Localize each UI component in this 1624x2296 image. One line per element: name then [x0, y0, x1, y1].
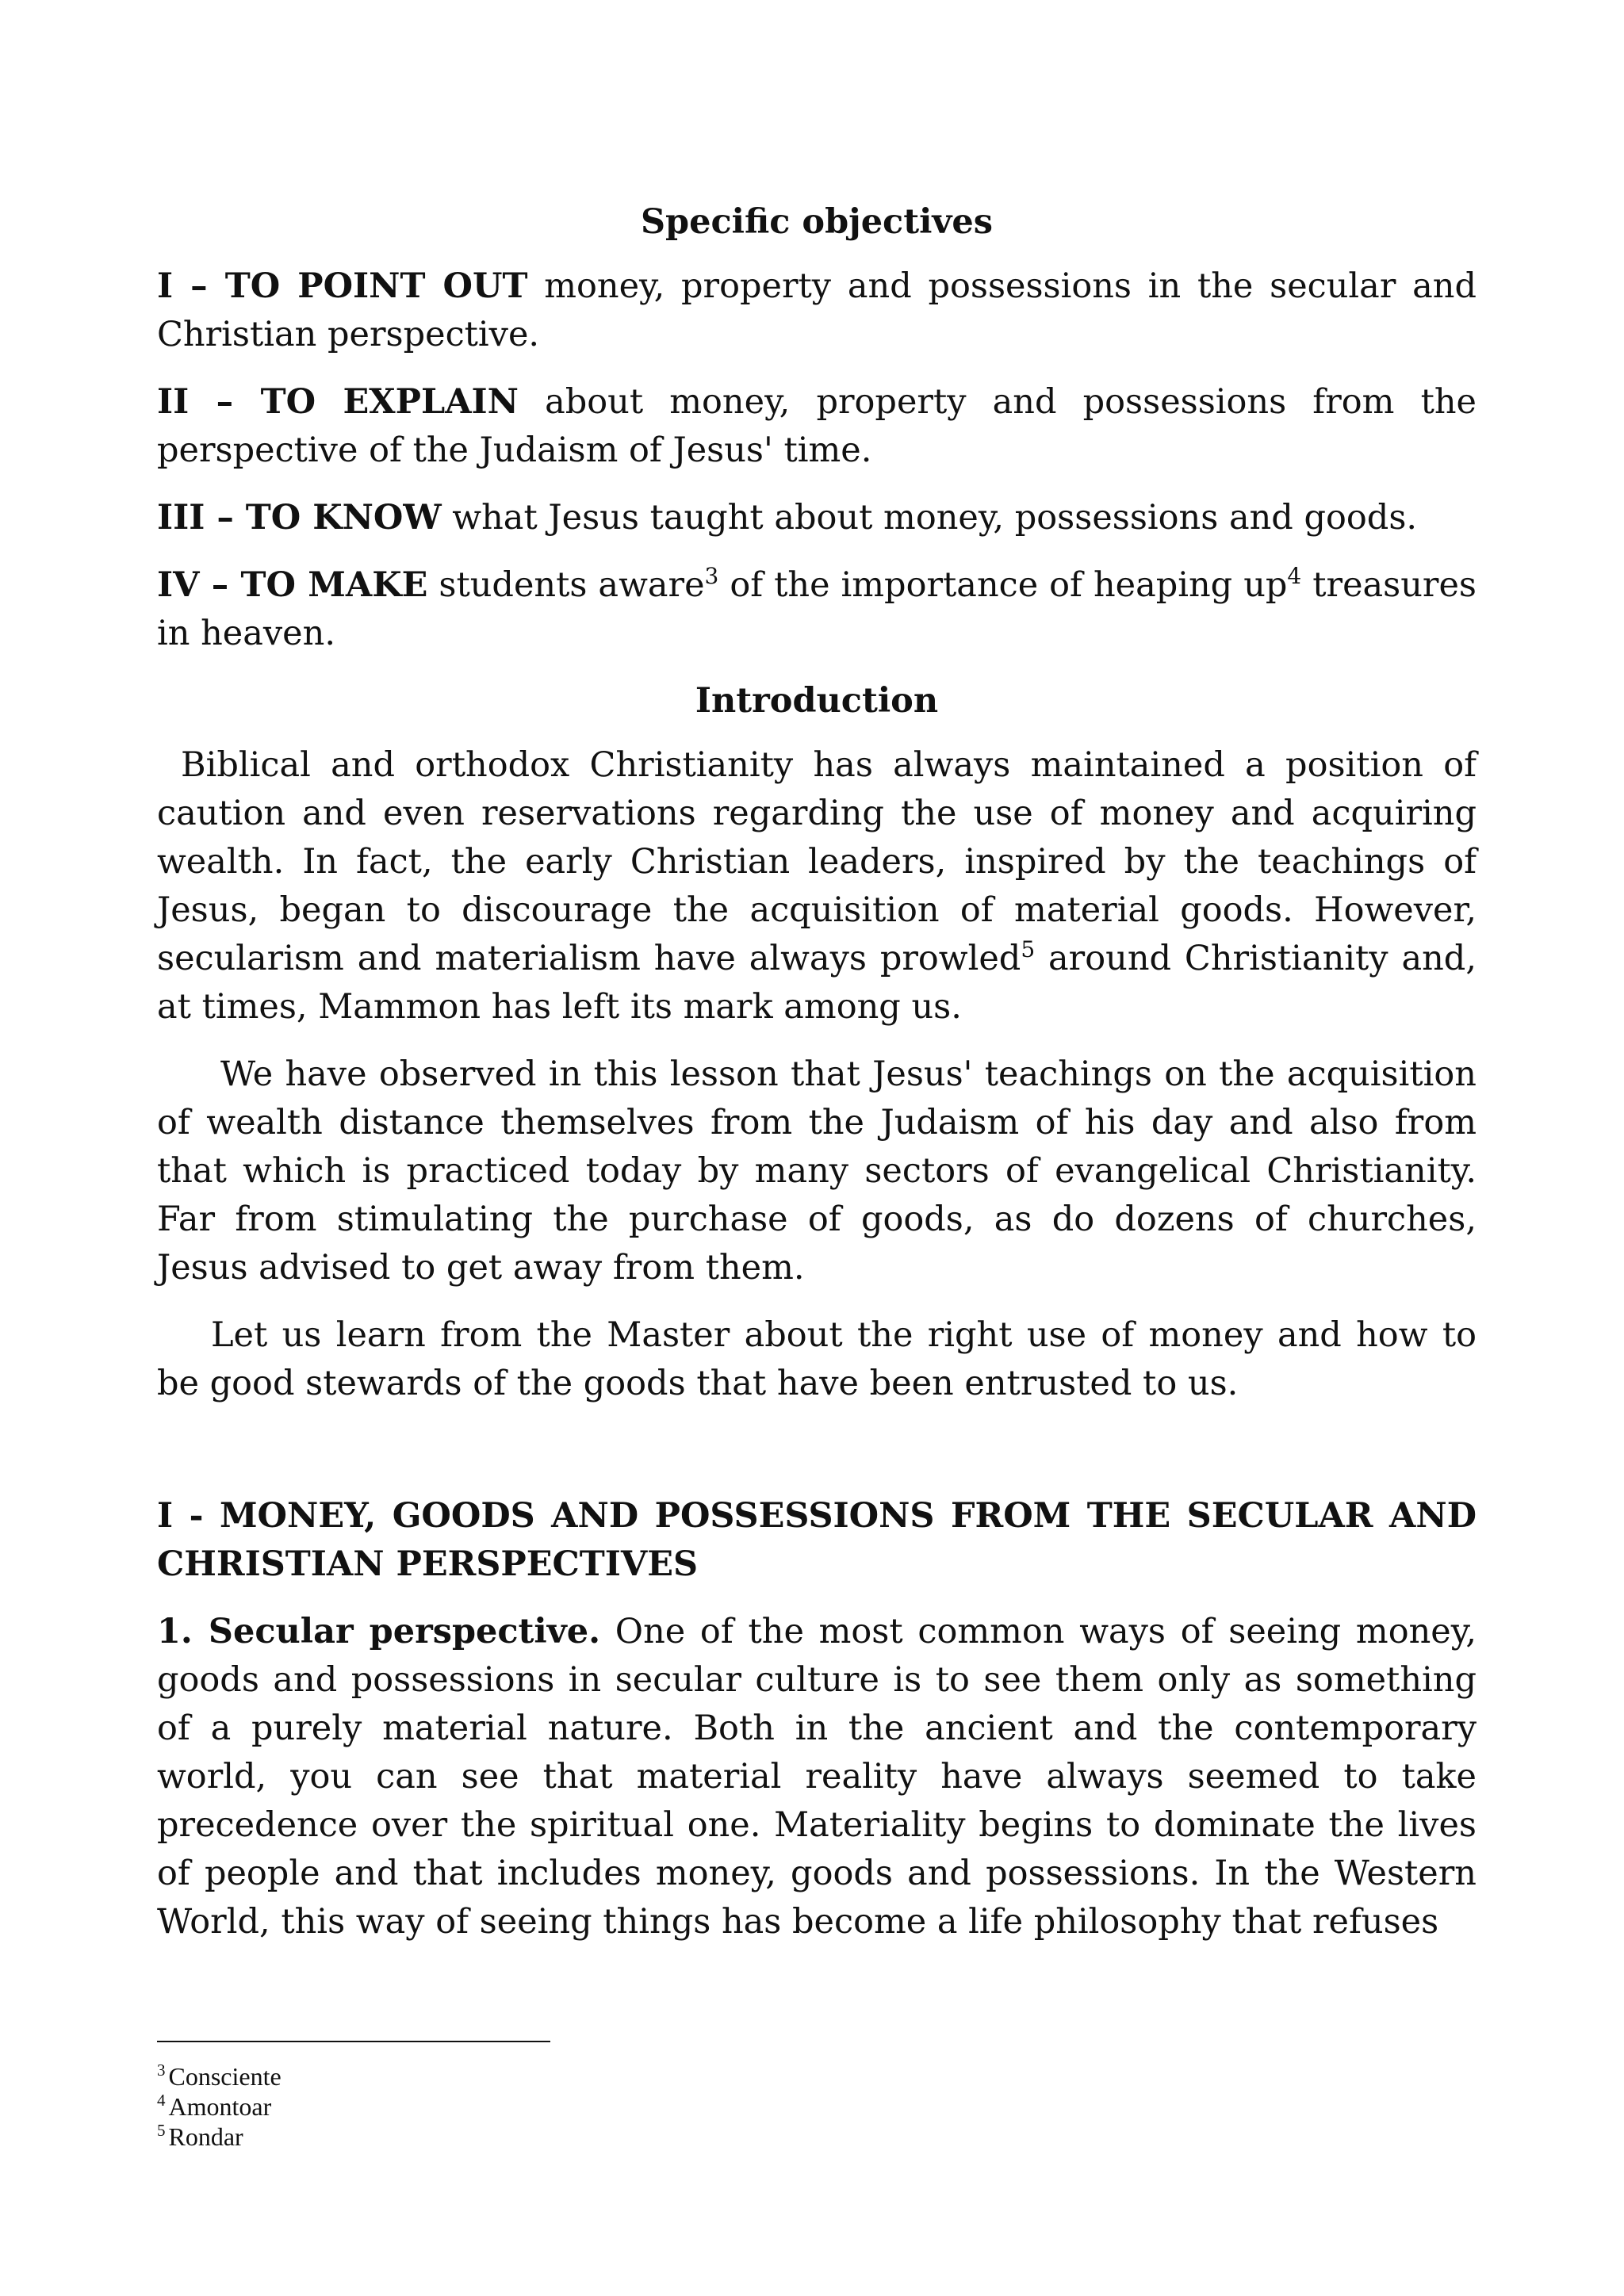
- objective-4: [157, 561, 1477, 658]
- footnote-3-text: Consciente: [168, 2062, 282, 2091]
- footnote-5-text: Rondar: [168, 2122, 243, 2151]
- objective-3: [157, 494, 1477, 542]
- intro-paragraph-1: [157, 741, 1477, 1031]
- document-page: [157, 198, 1477, 1965]
- intro-paragraph-3: Let us learn from the Master about the right use of money and how to be good stewards of the goods that have been entrusted to us.: [157, 1315, 1477, 1403]
- section-1-heading: I - MONEY, GOODS AND POSSESSIONS FROM THE SECULAR AND CHRISTIAN PERSPECTIVES: [157, 1496, 1477, 1584]
- footnote-4: [157, 2091, 712, 2122]
- introduction-heading: Introduction: [695, 681, 939, 721]
- objective-2-label: II – TO EXPLAIN: [157, 382, 519, 422]
- footnote-3: [157, 2061, 712, 2091]
- objective-4-text-b: of the importance of heaping up: [718, 565, 1288, 605]
- section-1-paragraph: [157, 1608, 1477, 1946]
- intro-paragraph-2: We have observed in this lesson that Jesus' teachings on the acquisition of wealth distance themselves from the Judaism of his day and also from that which is practiced today by many sectors of evangelical Christianity. Far from stimulating the purchase of goods, as do dozens of churches, Jesus advised to get away from them.: [157, 1054, 1477, 1288]
- objective-4-label: IV – TO MAKE: [157, 565, 428, 605]
- objectives-heading: Specific objectives: [640, 202, 993, 242]
- footnote-ref-4: 4: [1287, 563, 1302, 589]
- intro-paragraph-1-b: around Christianity and, at times, Mammon has left its mark among us.: [157, 939, 1477, 1027]
- footnotes: [157, 2041, 712, 2152]
- objective-4-text-c: treasures in heaven.: [157, 565, 1477, 653]
- footnote-5-number: 5: [157, 2121, 166, 2140]
- footnote-ref-5: 5: [1021, 936, 1036, 962]
- objective-3-text: what Jesus taught about money, possessions and goods.: [441, 498, 1418, 538]
- objective-2-text: about money, property and possessions from the perspective of the Judaism of Jesus' time.: [157, 382, 1477, 470]
- objective-1: [157, 262, 1477, 359]
- objective-2: [157, 378, 1477, 475]
- objective-4-text-a: students aware: [427, 565, 705, 605]
- footnote-4-text: Amontoar: [168, 2092, 272, 2121]
- section-1-sub-label: 1. Secular perspective.: [157, 1612, 601, 1651]
- footnote-4-number: 4: [157, 2091, 166, 2110]
- footnote-5: [157, 2122, 712, 2152]
- objective-1-label: I – TO POINT OUT: [157, 266, 528, 306]
- objective-3-label: III – TO KNOW: [157, 498, 442, 538]
- intro-paragraph-1-a: Biblical and orthodox Christianity has always maintained a position of caution and even reservations regarding the use of money and acquiring wealth. In fact, the early Christian leaders, inspired by the teachings of Jesus, began to discourage the acquisition of material goods. However, secularism and materialism have always prowled: [157, 745, 1477, 978]
- footnote-ref-3: 3: [704, 563, 719, 589]
- objective-1-text: money, property and possessions in the secular and Christian perspective.: [157, 266, 1477, 354]
- footnote-3-number: 3: [157, 2061, 166, 2080]
- section-1-sub-text: One of the most common ways of seeing money, goods and possessions in secular culture is to see them only as something of a purely material nature. Both in the ancient and the contemporary world, you can see that material reality have always seemed to take precedence over the spiritual one. Materiality begins to dominate the lives of people and that includes money, goods and possessions. In the Western World, this way of seeing things has become a life philosophy that refuses: [157, 1612, 1477, 1942]
- footnote-divider: [157, 2041, 550, 2042]
